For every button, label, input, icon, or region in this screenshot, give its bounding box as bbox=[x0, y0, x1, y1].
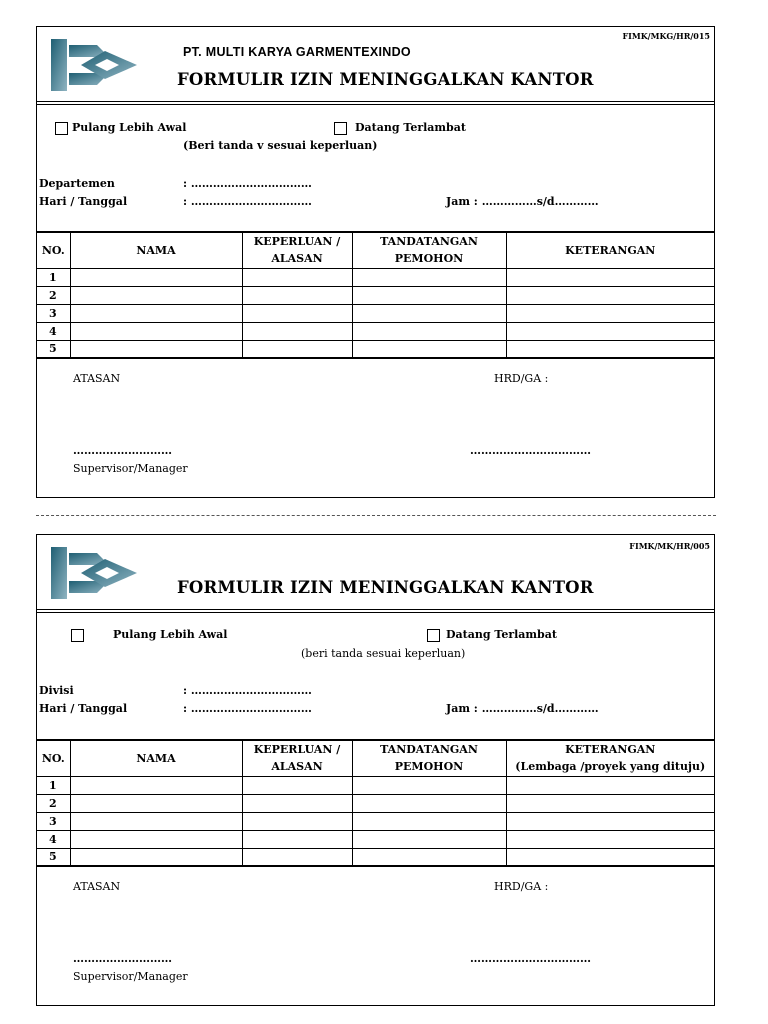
col-header-keperluan-line1: KEPERLUAN / bbox=[253, 743, 341, 757]
cell-nama[interactable] bbox=[70, 848, 242, 866]
table-row bbox=[37, 812, 714, 830]
label-hari-tanggal: Hari / Tanggal bbox=[39, 195, 128, 208]
table-row bbox=[37, 268, 714, 286]
atasan-signature-line[interactable]: ……………………… bbox=[73, 952, 172, 965]
atasan-signature-line[interactable]: ……………………… bbox=[73, 444, 172, 457]
cell-keterangan[interactable] bbox=[506, 304, 714, 322]
company-logo-icon bbox=[51, 545, 137, 601]
table-row bbox=[37, 304, 714, 322]
row-number: 3 bbox=[37, 812, 70, 830]
cell-nama[interactable] bbox=[70, 304, 242, 322]
hrd-ga-label: HRD/GA : bbox=[494, 372, 549, 385]
leave-office-form-2 bbox=[36, 534, 715, 1006]
cell-tandatangan[interactable] bbox=[352, 286, 506, 304]
table-row bbox=[37, 776, 714, 794]
table-row bbox=[37, 794, 714, 812]
cell-keperluan[interactable] bbox=[242, 794, 352, 812]
form-code: FIMK/MK/HR/005 bbox=[629, 541, 710, 551]
col-header-tandatangan-line1: TANDATANGAN bbox=[380, 743, 478, 757]
cell-nama[interactable] bbox=[70, 340, 242, 358]
checkbox-datang-terlambat[interactable] bbox=[334, 122, 347, 135]
col-header-no: NO. bbox=[37, 232, 70, 268]
cell-tandatangan[interactable] bbox=[352, 848, 506, 866]
cell-keperluan[interactable] bbox=[242, 268, 352, 286]
row-number: 5 bbox=[37, 848, 70, 866]
col-header-keterangan bbox=[506, 740, 714, 776]
cell-keterangan[interactable] bbox=[506, 268, 714, 286]
atasan-label: ATASAN bbox=[73, 372, 121, 385]
label-pulang-lebih-awal: Pulang Lebih Awal bbox=[113, 628, 228, 641]
cell-nama[interactable] bbox=[70, 812, 242, 830]
cell-tandatangan[interactable] bbox=[352, 794, 506, 812]
col-header-keterangan-line2: (Lembaga /proyek yang dituju) bbox=[515, 760, 706, 774]
checkbox-pulang-lebih-awal[interactable] bbox=[55, 122, 68, 135]
col-header-nama: NAMA bbox=[70, 740, 242, 776]
jam-field[interactable]: Jam : ……………s/d………… bbox=[446, 702, 599, 715]
atasan-label: ATASAN bbox=[73, 880, 121, 893]
cell-keperluan[interactable] bbox=[242, 286, 352, 304]
col-header-no: NO. bbox=[37, 740, 70, 776]
cell-keperluan[interactable] bbox=[242, 322, 352, 340]
cell-nama[interactable] bbox=[70, 268, 242, 286]
cell-tandatangan[interactable] bbox=[352, 812, 506, 830]
table-row bbox=[37, 322, 714, 340]
jam-field[interactable]: Jam : ……………s/d………… bbox=[446, 195, 599, 208]
checkbox-instruction: (Beri tanda v sesuai keperluan) bbox=[183, 139, 378, 152]
cell-nama[interactable] bbox=[70, 776, 242, 794]
col-header-keperluan-line2: ALASAN bbox=[271, 760, 323, 774]
hari-tanggal-field[interactable]: : …………………………… bbox=[183, 195, 312, 208]
supervisor-label: Supervisor/Manager bbox=[73, 970, 188, 983]
label-divisi: Divisi bbox=[39, 684, 74, 697]
row-number: 5 bbox=[37, 340, 70, 358]
col-header-tandatangan-line2: PEMOHON bbox=[394, 760, 464, 774]
col-header-tandatangan bbox=[352, 232, 506, 268]
table-row bbox=[37, 830, 714, 848]
col-header-keterangan bbox=[506, 232, 714, 268]
cell-keterangan[interactable] bbox=[506, 830, 714, 848]
cell-tandatangan[interactable] bbox=[352, 304, 506, 322]
cell-nama[interactable] bbox=[70, 830, 242, 848]
hrd-signature-line[interactable]: …………………………… bbox=[470, 952, 591, 965]
hari-tanggal-field[interactable]: : …………………………… bbox=[183, 702, 312, 715]
cell-nama[interactable] bbox=[70, 286, 242, 304]
form-fields bbox=[37, 102, 714, 232]
cell-keterangan[interactable] bbox=[506, 286, 714, 304]
table-row bbox=[37, 286, 714, 304]
label-pulang-lebih-awal: Pulang Lebih Awal bbox=[72, 121, 187, 134]
cell-tandatangan[interactable] bbox=[352, 830, 506, 848]
row-number: 1 bbox=[37, 268, 70, 286]
company-logo-icon bbox=[51, 37, 137, 93]
row-number: 1 bbox=[37, 776, 70, 794]
row-number: 2 bbox=[37, 794, 70, 812]
leave-office-form-1 bbox=[36, 26, 715, 498]
cell-keterangan[interactable] bbox=[506, 322, 714, 340]
cell-keterangan[interactable] bbox=[506, 794, 714, 812]
table-row bbox=[37, 340, 714, 358]
col-header-keterangan-line1: KETERANGAN bbox=[565, 743, 656, 757]
form-code: FIMK/MKG/HR/015 bbox=[622, 31, 710, 41]
cell-keperluan[interactable] bbox=[242, 848, 352, 866]
form-header bbox=[37, 27, 714, 102]
row-number: 3 bbox=[37, 304, 70, 322]
col-header-keperluan-line1: KEPERLUAN / bbox=[253, 235, 341, 249]
label-departemen: Departemen bbox=[39, 177, 115, 190]
table-row bbox=[37, 848, 714, 866]
col-header-keperluan-line2: ALASAN bbox=[271, 252, 323, 266]
cut-line-divider bbox=[36, 515, 716, 516]
row-number: 4 bbox=[37, 322, 70, 340]
col-header-nama: NAMA bbox=[70, 232, 242, 268]
form-fields bbox=[37, 610, 714, 740]
cell-tandatangan[interactable] bbox=[352, 322, 506, 340]
cell-keterangan[interactable] bbox=[506, 812, 714, 830]
cell-keperluan[interactable] bbox=[242, 340, 352, 358]
label-hari-tanggal: Hari / Tanggal bbox=[39, 702, 128, 715]
label-datang-terlambat: Datang Terlambat bbox=[446, 628, 557, 641]
cell-tandatangan[interactable] bbox=[352, 268, 506, 286]
form-title: FORMULIR IZIN MENINGGALKAN KANTOR bbox=[177, 578, 594, 597]
cell-keperluan[interactable] bbox=[242, 812, 352, 830]
cell-tandatangan[interactable] bbox=[352, 776, 506, 794]
col-header-tandatangan-line2: PEMOHON bbox=[394, 252, 464, 266]
request-table bbox=[37, 739, 714, 867]
row-number: 2 bbox=[37, 286, 70, 304]
col-header-tandatangan bbox=[352, 740, 506, 776]
form-header bbox=[37, 535, 714, 610]
cell-keperluan[interactable] bbox=[242, 830, 352, 848]
col-header-keterangan-line1: KETERANGAN bbox=[565, 243, 656, 257]
company-name: PT. MULTI KARYA GARMENTEXINDO bbox=[183, 45, 411, 59]
form-title: FORMULIR IZIN MENINGGALKAN KANTOR bbox=[177, 70, 594, 89]
hrd-signature-line[interactable]: …………………………… bbox=[470, 444, 591, 457]
checkbox-instruction: (beri tanda sesuai keperluan) bbox=[301, 647, 466, 660]
supervisor-label: Supervisor/Manager bbox=[73, 462, 188, 475]
col-header-keperluan bbox=[242, 232, 352, 268]
cell-keterangan[interactable] bbox=[506, 340, 714, 358]
departemen-field[interactable]: : …………………………… bbox=[183, 177, 312, 190]
col-header-tandatangan-line1: TANDATANGAN bbox=[380, 235, 478, 249]
request-table bbox=[37, 231, 714, 359]
checkbox-datang-terlambat[interactable] bbox=[427, 629, 440, 642]
hrd-ga-label: HRD/GA : bbox=[494, 880, 549, 893]
cell-keterangan[interactable] bbox=[506, 776, 714, 794]
divisi-field[interactable]: : …………………………… bbox=[183, 684, 312, 697]
cell-keterangan[interactable] bbox=[506, 848, 714, 866]
cell-tandatangan[interactable] bbox=[352, 340, 506, 358]
cell-keperluan[interactable] bbox=[242, 776, 352, 794]
col-header-keperluan bbox=[242, 740, 352, 776]
cell-nama[interactable] bbox=[70, 322, 242, 340]
checkbox-pulang-lebih-awal[interactable] bbox=[71, 629, 84, 642]
cell-keperluan[interactable] bbox=[242, 304, 352, 322]
label-datang-terlambat: Datang Terlambat bbox=[355, 121, 466, 134]
row-number: 4 bbox=[37, 830, 70, 848]
cell-nama[interactable] bbox=[70, 794, 242, 812]
